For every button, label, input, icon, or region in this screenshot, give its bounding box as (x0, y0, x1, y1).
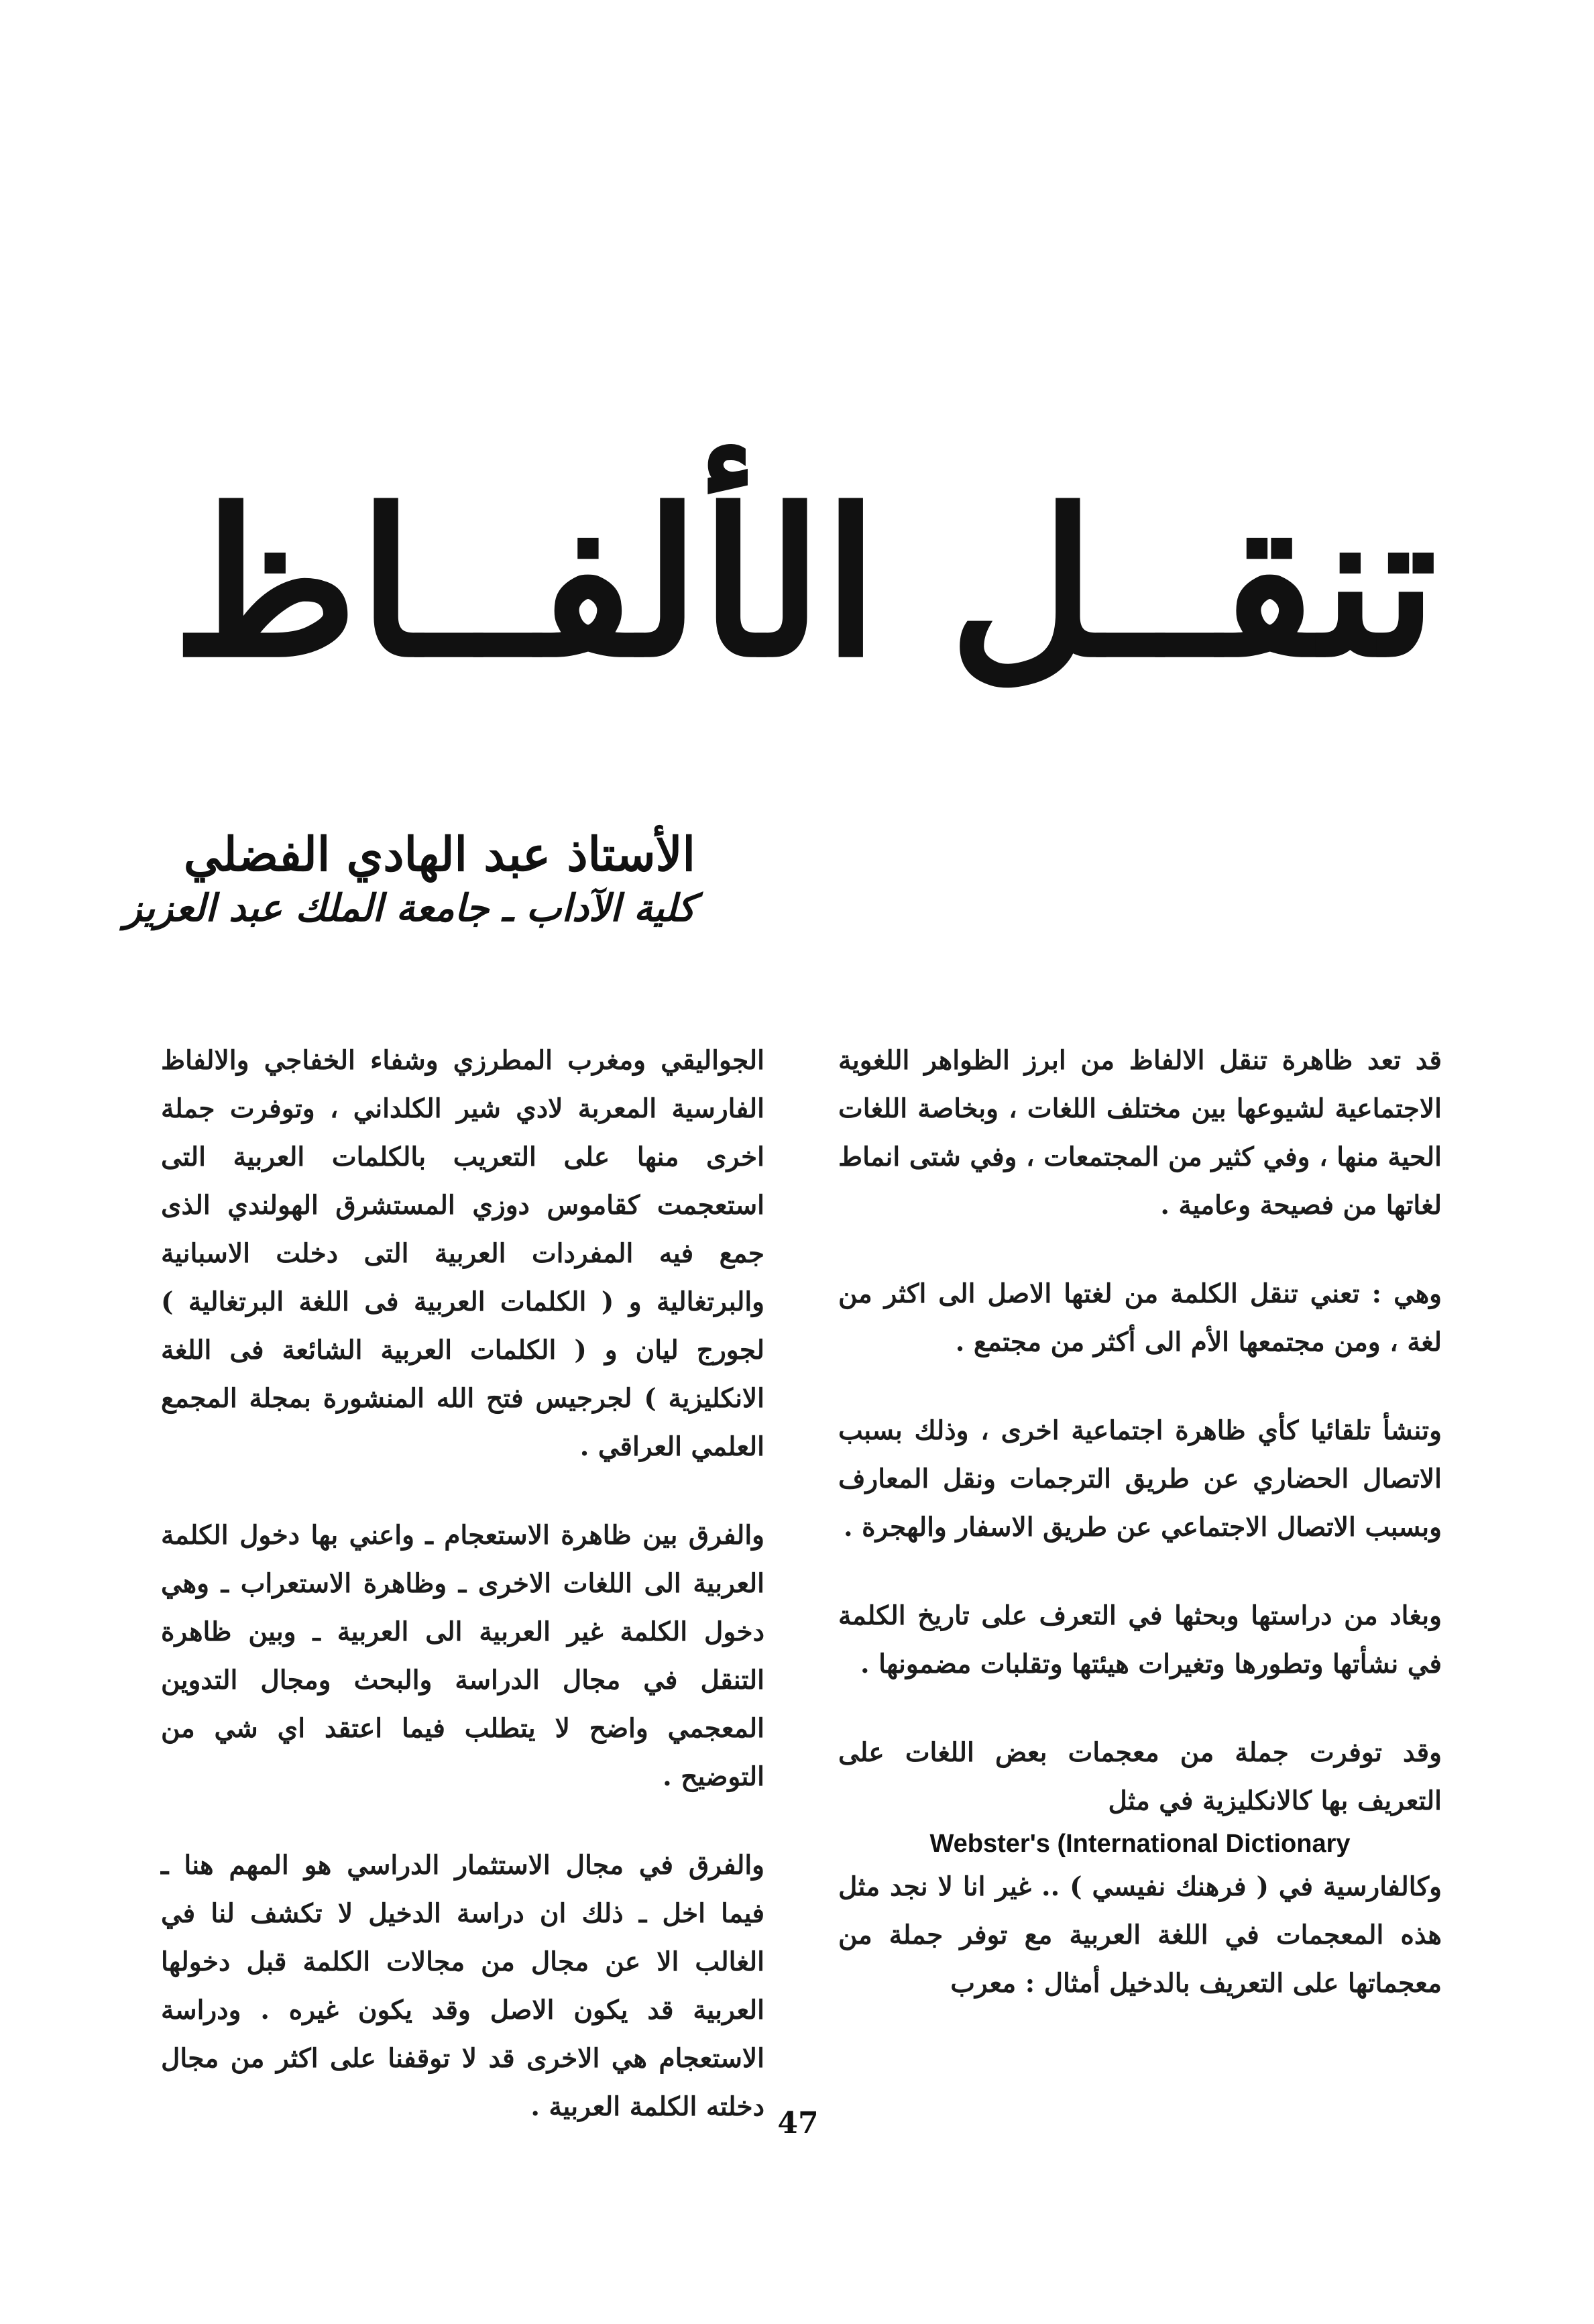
paragraph: وهي : تعني تنقل الكلمة من لغتها الاصل الى اكثر من لغة ، ومن مجتمعها الأم الى أكثر من مجتمع . (838, 1278, 1442, 1358)
paragraph-text: وكالفارسية في ( فرهنك نفيسي ) .. غير انا لا نجد مثل هذه المعجمات في اللغة العربية مع توفر جملة من معجماتها على التعريف بالدخيل أمثال : معرب (838, 1871, 1442, 1999)
author-affiliation: كلية الآداب ـ جامعة الملك عبد العزيز (123, 885, 695, 930)
right-column (838, 1036, 1442, 2324)
author-block (123, 825, 695, 932)
paragraph-text: وقد توفرت جملة من معجمات بعض اللغات على التعريف بها كالانكليزية في مثل (838, 1737, 1442, 1816)
article-title: تنقــل الألفــاظ (172, 465, 1438, 702)
dictionary-title-latin: Webster's (International Dictionary (929, 1830, 1351, 1858)
paragraph (838, 1728, 1442, 2007)
left-column (161, 1036, 764, 2324)
paragraph: قد تعد ظاهرة تنقل الالفاظ من ابرز الظواهر اللغوية الاجتماعية لشيوعها بين مختلف اللغات ، وبخاصة اللغات الحية منها ، وفي كثير من المجتمعات ، وفي شتى انماط لغاتها من فصيحة وعامية . (838, 1045, 1442, 1221)
page-number: 47 (777, 2106, 819, 2140)
paragraph: وبغاد من دراستها وبحثها في التعرف على تاريخ الكلمة في نشأتها وتطورها وتغيرات هيئتها وتقلبات مضمونها . (838, 1600, 1442, 1679)
paragraph: والفرق في مجال الاستثمار الدراسي هو المهم هنا ـ فيما اخل ـ ذلك ان دراسة الدخيل لا تكشف لنا في الغالب الا عن مجال من مجالات الكلمة قبل دخولها العربية قد يكون الاصل وقد يكون غيره . ودراسة الاستعجام هي الاخرى قد لا توقفنا على اكثر من مجال دخلته الكلمة العربية . (161, 1850, 764, 2122)
paragraph: الجواليقي ومغرب المطرزي وشفاء الخفاجي والالفاظ الفارسية المعربة لادي شير الكلداني ، وتوفرت جملة اخرى منها على التعريب بالكلمات العربية التى استعجمت كقاموس دوزي المستشرق الهولندي الذى جمع فيه المفردات العربية التى دخلت الاسبانية والبرتغالية و ( الكلمات العربية فى اللغة البرتغالية ) لجورج ليان و ( الكلمات العربية الشائعة فى اللغة الانكليزية ) لجرجيس فتح الله المنشورة بمجلة المجمع العلمي العراقي . (161, 1045, 764, 1462)
author-name: الأستاذ عبد الهادي الفضلي (183, 826, 695, 882)
paragraph: وتنشأ تلقائيا كأي ظاهرة اجتماعية اخرى ، وذلك بسبب الاتصال الحضاري عن طريق الترجمات ونقل المعارف وبسبب الاتصال الاجتماعي عن طريق الاسفار والهجرة . (838, 1415, 1442, 1543)
paragraph: والفرق بين ظاهرة الاستعجام ـ واعني بها دخول الكلمة العربية الى اللغات الاخرى ـ وظاهرة الاستعراب ـ وهي دخول الكلمة غير العربية الى العربية ـ وبين ظاهرة التنقل في مجال الدراسة والبحث ومجال التدوين المعجمي واضح لا يتطلب فيما اعتقد اي شي من التوضيح . (161, 1520, 764, 1792)
